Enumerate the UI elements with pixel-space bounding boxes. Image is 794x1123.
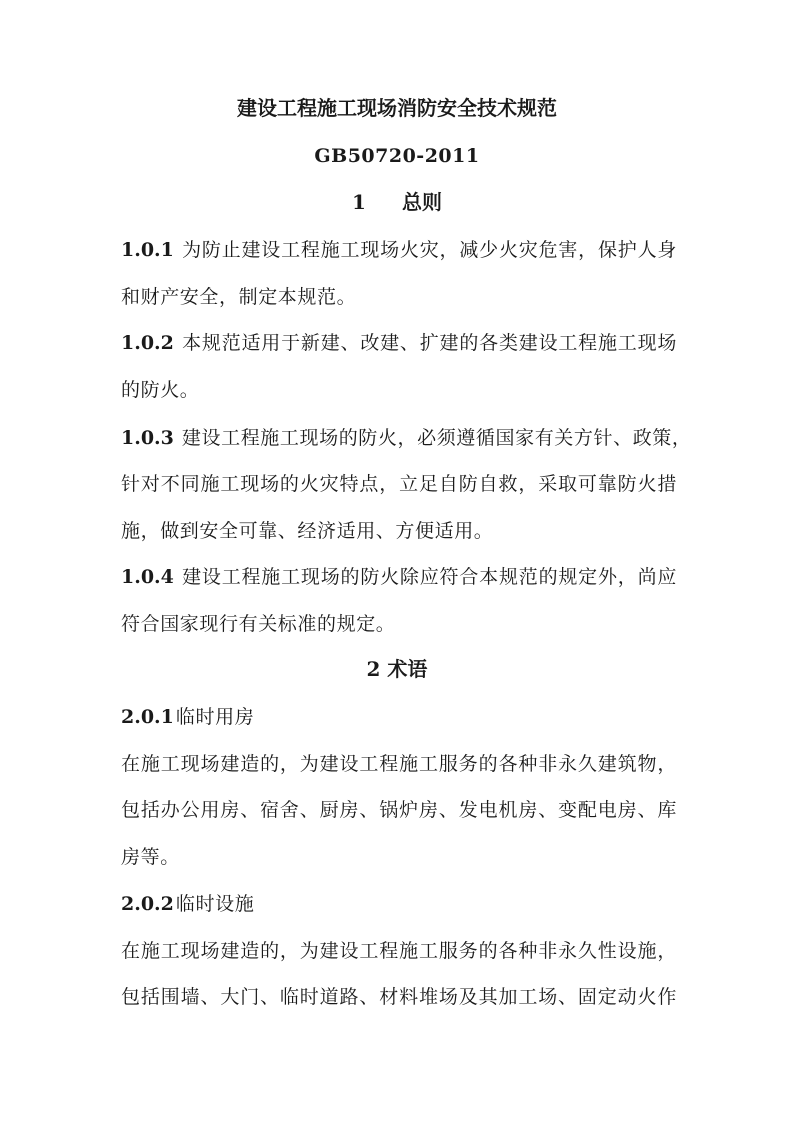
clause-text: 本规范适用于新建、改建、扩建的各类建设工程施工现场 [181, 332, 677, 354]
clause-text: 建设工程施工现场的防火，必须遵循国家有关方针、政策， [181, 427, 692, 449]
clause-2-0-1-line-2: 包括办公用房、宿舍、厨房、锅炉房、发电机房、变配电房、库 [121, 799, 677, 821]
clause-text: 为防止建设工程施工现场火灾，减少火灾危害，保护人身 [181, 239, 677, 261]
clause-2-0-2-line-2: 包括围墙、大门、临时道路、材料堆场及其加工场、固定动火作 [121, 986, 677, 1008]
clause-2-0-1-heading [121, 703, 677, 731]
clause-1-0-4-line-1 [121, 563, 677, 591]
clause-number: 2.0.2 [121, 893, 174, 915]
clause-1-0-3-line-1 [121, 424, 692, 452]
clause-1-0-2-line-1 [121, 329, 677, 357]
clause-1-0-1-line-2: 和财产安全，制定本规范。 [121, 286, 357, 308]
chapter-1-number: 1 [352, 190, 366, 214]
document-title: 建设工程施工现场消防安全技术规范 [237, 96, 557, 120]
clause-text: 建设工程施工现场的防火除应符合本规范的规定外，尚应 [181, 566, 677, 588]
clause-2-0-1-line-3: 房等。 [121, 846, 180, 868]
chapter-1-heading [0, 188, 794, 216]
clause-1-0-4-line-2: 符合国家现行有关标准的规定。 [121, 613, 396, 635]
clause-1-0-3-line-3: 施，做到安全可靠、经济适用、方便适用。 [121, 520, 494, 542]
clause-number: 2.0.1 [121, 706, 174, 728]
clause-number: 1.0.3 [121, 427, 174, 449]
term-name: 临时设施 [175, 893, 255, 915]
clause-number: 1.0.1 [121, 239, 174, 261]
clause-2-0-2-line-1: 在施工现场建造的，为建设工程施工服务的各种非永久性设施， [121, 940, 677, 962]
clause-number: 1.0.2 [121, 332, 174, 354]
clause-1-0-3-line-2: 针对不同施工现场的火灾特点，立足自防自救，采取可靠防火措 [121, 473, 677, 495]
chapter-2-heading: 2 术语 [366, 657, 428, 681]
clause-2-0-2-heading [121, 890, 677, 918]
clause-number: 1.0.4 [121, 566, 174, 588]
clause-1-0-2-line-2: 的防火。 [121, 379, 200, 401]
clause-1-0-1-line-1 [121, 236, 677, 264]
chapter-1-title: 总则 [401, 190, 442, 214]
term-name: 临时用房 [175, 706, 255, 728]
clause-2-0-1-line-1: 在施工现场建造的，为建设工程施工服务的各种非永久建筑物， [121, 753, 677, 775]
standard-code: GB50720-2011 [314, 145, 480, 167]
